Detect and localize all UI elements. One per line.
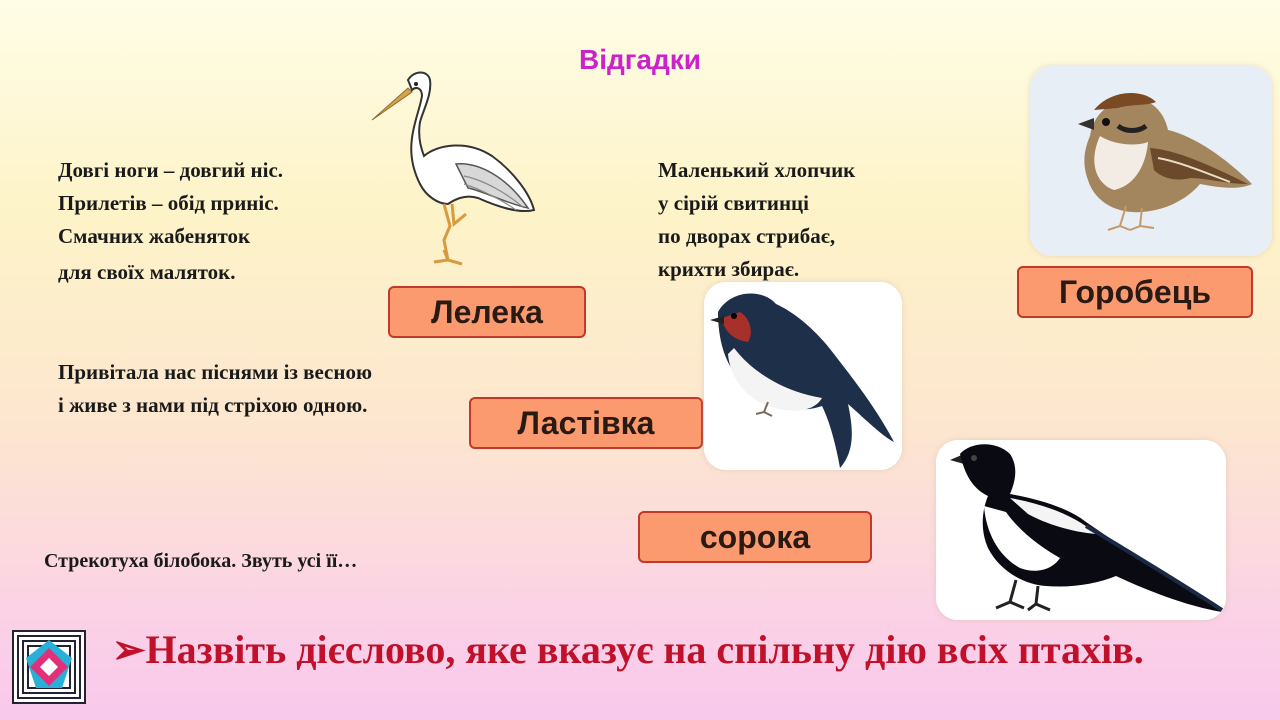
- slide-title: Відгадки: [578, 44, 701, 75]
- sparrow-photo: [1030, 66, 1272, 256]
- riddle-magpie: [44, 545, 357, 578]
- riddle-line: Довгі ноги – довгий ніс.: [58, 158, 284, 182]
- riddle-line: крихти збирає.: [658, 257, 800, 281]
- answer-stork[interactable]: Лелека: [388, 286, 586, 338]
- swallow-photo: [704, 282, 902, 470]
- riddle-stork: [58, 154, 283, 289]
- riddle-line: Смачних жабеняток: [58, 224, 251, 248]
- riddle-sparrow: [658, 154, 855, 286]
- answer-magpie[interactable]: сорока: [638, 511, 872, 563]
- riddle-line: Привітала нас піснями із весною: [58, 360, 373, 384]
- riddle-line: по дворах стрибає,: [658, 224, 836, 248]
- riddle-line: Маленький хлопчик: [658, 158, 856, 182]
- slide-logo-icon: [12, 630, 86, 704]
- answer-sparrow[interactable]: Горобець: [1017, 266, 1253, 318]
- task-question: ➢Назвіть дієслово, яке вказує на спільну дію всіх птахів.: [112, 627, 1144, 672]
- answer-swallow[interactable]: Ластівка: [469, 397, 703, 449]
- riddle-line: у сірій свитинці: [658, 191, 809, 215]
- riddle-line: для своїх маляток.: [58, 260, 236, 284]
- riddle-line: Прилетів – обід приніс.: [58, 191, 279, 215]
- magpie-photo: [936, 440, 1226, 620]
- stork-image: [368, 64, 544, 274]
- riddle-swallow: [58, 356, 372, 422]
- riddle-line: і живе з нами під стріхою одною.: [58, 393, 368, 417]
- riddle-line: Стрекотуха білобока. Звуть усі її…: [44, 550, 358, 572]
